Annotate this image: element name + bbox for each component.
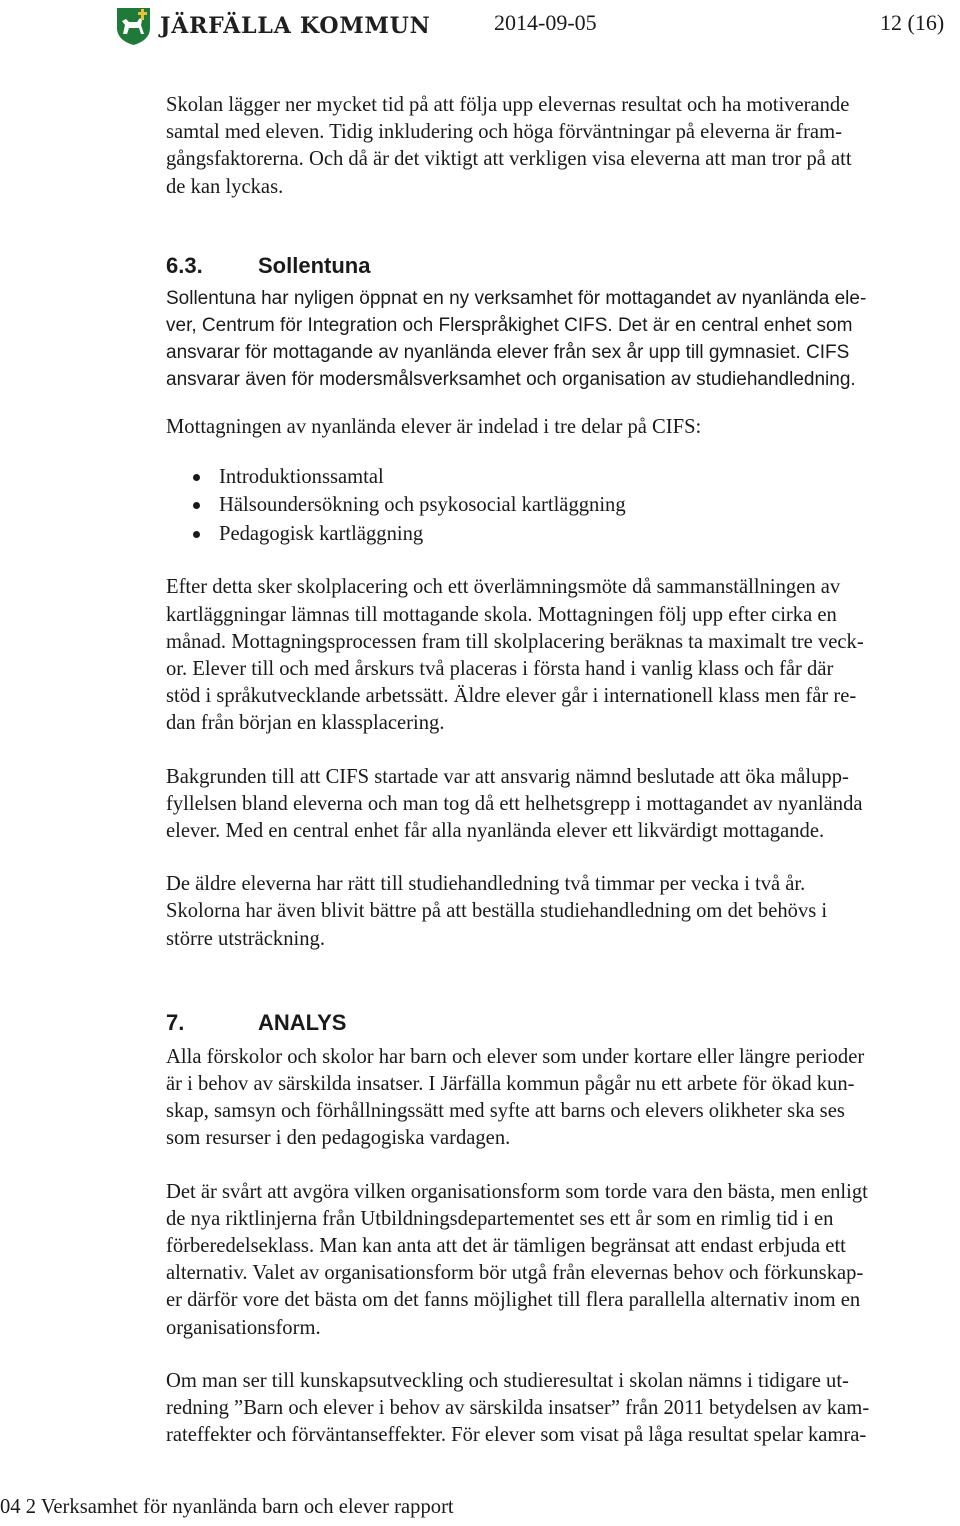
text-line: organisationsform.	[166, 1316, 321, 1339]
list-item-text: Introduktionssamtal	[219, 465, 384, 488]
text-line: månad. Mottagningsprocessen fram till skolplacering beräknas ta maximalt tre veck-	[166, 630, 864, 653]
page-footer: 04 2 Verksamhet för nyanlända barn och elever rapport	[0, 1496, 454, 1518]
text-line: kartläggningar lämnas till mottagande skola. Mottagningen följ upp efter cirka en	[166, 603, 837, 626]
analysis-paragraph-3	[166, 1368, 960, 1450]
page-number: 12 (16)	[880, 10, 945, 35]
bullet-icon	[193, 531, 200, 538]
text-line: gångsfaktorerna. Och då är det viktigt att verkligen visa eleverna att man tror på att	[166, 148, 852, 171]
list-item-text: Hälsoundersökning och psykosocial kartläggning	[219, 494, 626, 517]
text-line: Skolorna har även blivit bättre på att beställa studiehandledning om det behövs i	[166, 900, 828, 923]
text-line: förberedelseklass. Man kan anta att det är tämligen begränsat att endast erbjuda ett	[166, 1234, 846, 1257]
document-date: 2014-09-05	[494, 10, 597, 35]
text-line: elever. Med en central enhet får alla nyanlända elever ett likvärdigt mottagande.	[166, 819, 825, 842]
text-line: skap, samsyn och förhållningssätt med syfte att barns och elevers olikheter ska ses	[166, 1100, 845, 1123]
list-item-text: Pedagogisk kartläggning	[219, 522, 424, 545]
text-line: dan från början en klassplacering.	[166, 712, 445, 735]
text-line: Om man ser till kunskapsutveckling och studieresultat i skolan nämns i tidigare ut-	[166, 1369, 849, 1392]
document-body	[166, 92, 960, 1449]
list-item	[166, 463, 960, 492]
text-line: de kan lyckas.	[166, 175, 284, 198]
section-title: Sollentuna	[258, 252, 371, 278]
cifs-intro-line: Mottagningen av nyanlända elever är indelad i tre delar på CIFS:	[166, 415, 702, 438]
intro-paragraph	[166, 92, 960, 201]
list-item	[166, 491, 960, 520]
logo-text: JÄRFÄLLA KOMMUN	[160, 13, 431, 39]
municipality-logo	[115, 6, 431, 46]
section-heading-6-3	[166, 251, 960, 281]
text-line: Sollentuna har nyligen öppnat en ny verksamhet för mottagandet av nyanlända ele-	[166, 287, 867, 309]
text-line: De äldre eleverna har rätt till studiehandledning två timmar per vecka i två år.	[166, 873, 806, 896]
section-heading-7	[166, 1008, 960, 1038]
text-line: Skolan lägger ner mycket tid på att följa upp elevernas resultat och ha motiverande	[166, 94, 850, 116]
text-line: rateffekter och förväntanseffekter. För elever som visat på låga resultat spelar kamra-	[166, 1424, 867, 1447]
background-paragraph	[166, 764, 960, 846]
text-line: ansvarar för mottagande av nyanlända elever från sex år upp till gymnasiet. CIFS	[166, 342, 850, 364]
text-line: samtal med eleven. Tidig inkludering och höga förväntningar på eleverna är fram-	[166, 121, 842, 144]
bullet-list	[166, 463, 960, 549]
text-line: alternativ. Valet av organisationsform bör utgå från elevernas behov och förkunskap-	[166, 1262, 864, 1285]
text-line: som resurser i den pedagogiska vardagen.	[166, 1127, 511, 1150]
text-line: or. Elever till och med årskurs två placeras i första hand i vanlig klass och får där	[166, 657, 834, 680]
bullet-icon	[193, 502, 200, 509]
text-line: redning ”Barn och elever i behov av särskilda insatser” från 2011 betydelsen av kam-	[166, 1397, 870, 1419]
section-title: ANALYS	[258, 1009, 347, 1035]
coat-of-arms-icon	[115, 6, 152, 46]
text-line: de nya riktlinjerna från Utbildningsdepartementet ses ett år som en rimlig tid i en	[166, 1207, 834, 1230]
text-line: er därför vore det bästa om det fanns möjlighet till flera parallella alternativ inom en	[166, 1289, 861, 1312]
text-line: Alla förskolor och skolor har barn och elever som under kortare eller längre perioder	[166, 1045, 865, 1068]
section-number: 6.3.	[166, 252, 203, 278]
text-line: större utsträckning.	[166, 927, 325, 950]
text-line: ver, Centrum för Integration och Flerspråkighet CIFS. Det är en central enhet som	[166, 315, 853, 337]
analysis-paragraph-1	[166, 1044, 960, 1153]
text-line: ansvarar även för modersmålsverksamhet och organisation av studiehandledning.	[166, 369, 856, 391]
text-line: är i behov av särskilda insatser. I Järfälla kommun pågår nu ett arbete för ökad kun-	[166, 1072, 855, 1095]
analysis-paragraph-2	[166, 1179, 960, 1342]
sollentuna-paragraph	[166, 285, 960, 394]
text-line: stöd i språkutvecklande arbetssätt. Äldre elever går i internationell klass men får re-	[166, 685, 857, 708]
text-line: Efter detta sker skolplacering och ett överlämningsmöte då sammanställningen av	[166, 576, 841, 599]
bullet-icon	[193, 474, 200, 481]
list-item	[166, 520, 960, 549]
page-header	[0, 0, 960, 54]
text-line: Det är svårt att avgöra vilken organisationsform som torde vara den bästa, men enligt	[166, 1180, 868, 1203]
text-line: Bakgrunden till att CIFS startade var att ansvarig nämnd beslutade att öka målupp-	[166, 765, 849, 788]
study-guidance-paragraph	[166, 871, 960, 953]
section-number: 7.	[166, 1009, 185, 1035]
text-line: fyllelsen bland eleverna och man tog då ett helhetsgrepp i mottagandet av nyanlända	[166, 792, 863, 815]
placement-paragraph	[166, 574, 960, 737]
